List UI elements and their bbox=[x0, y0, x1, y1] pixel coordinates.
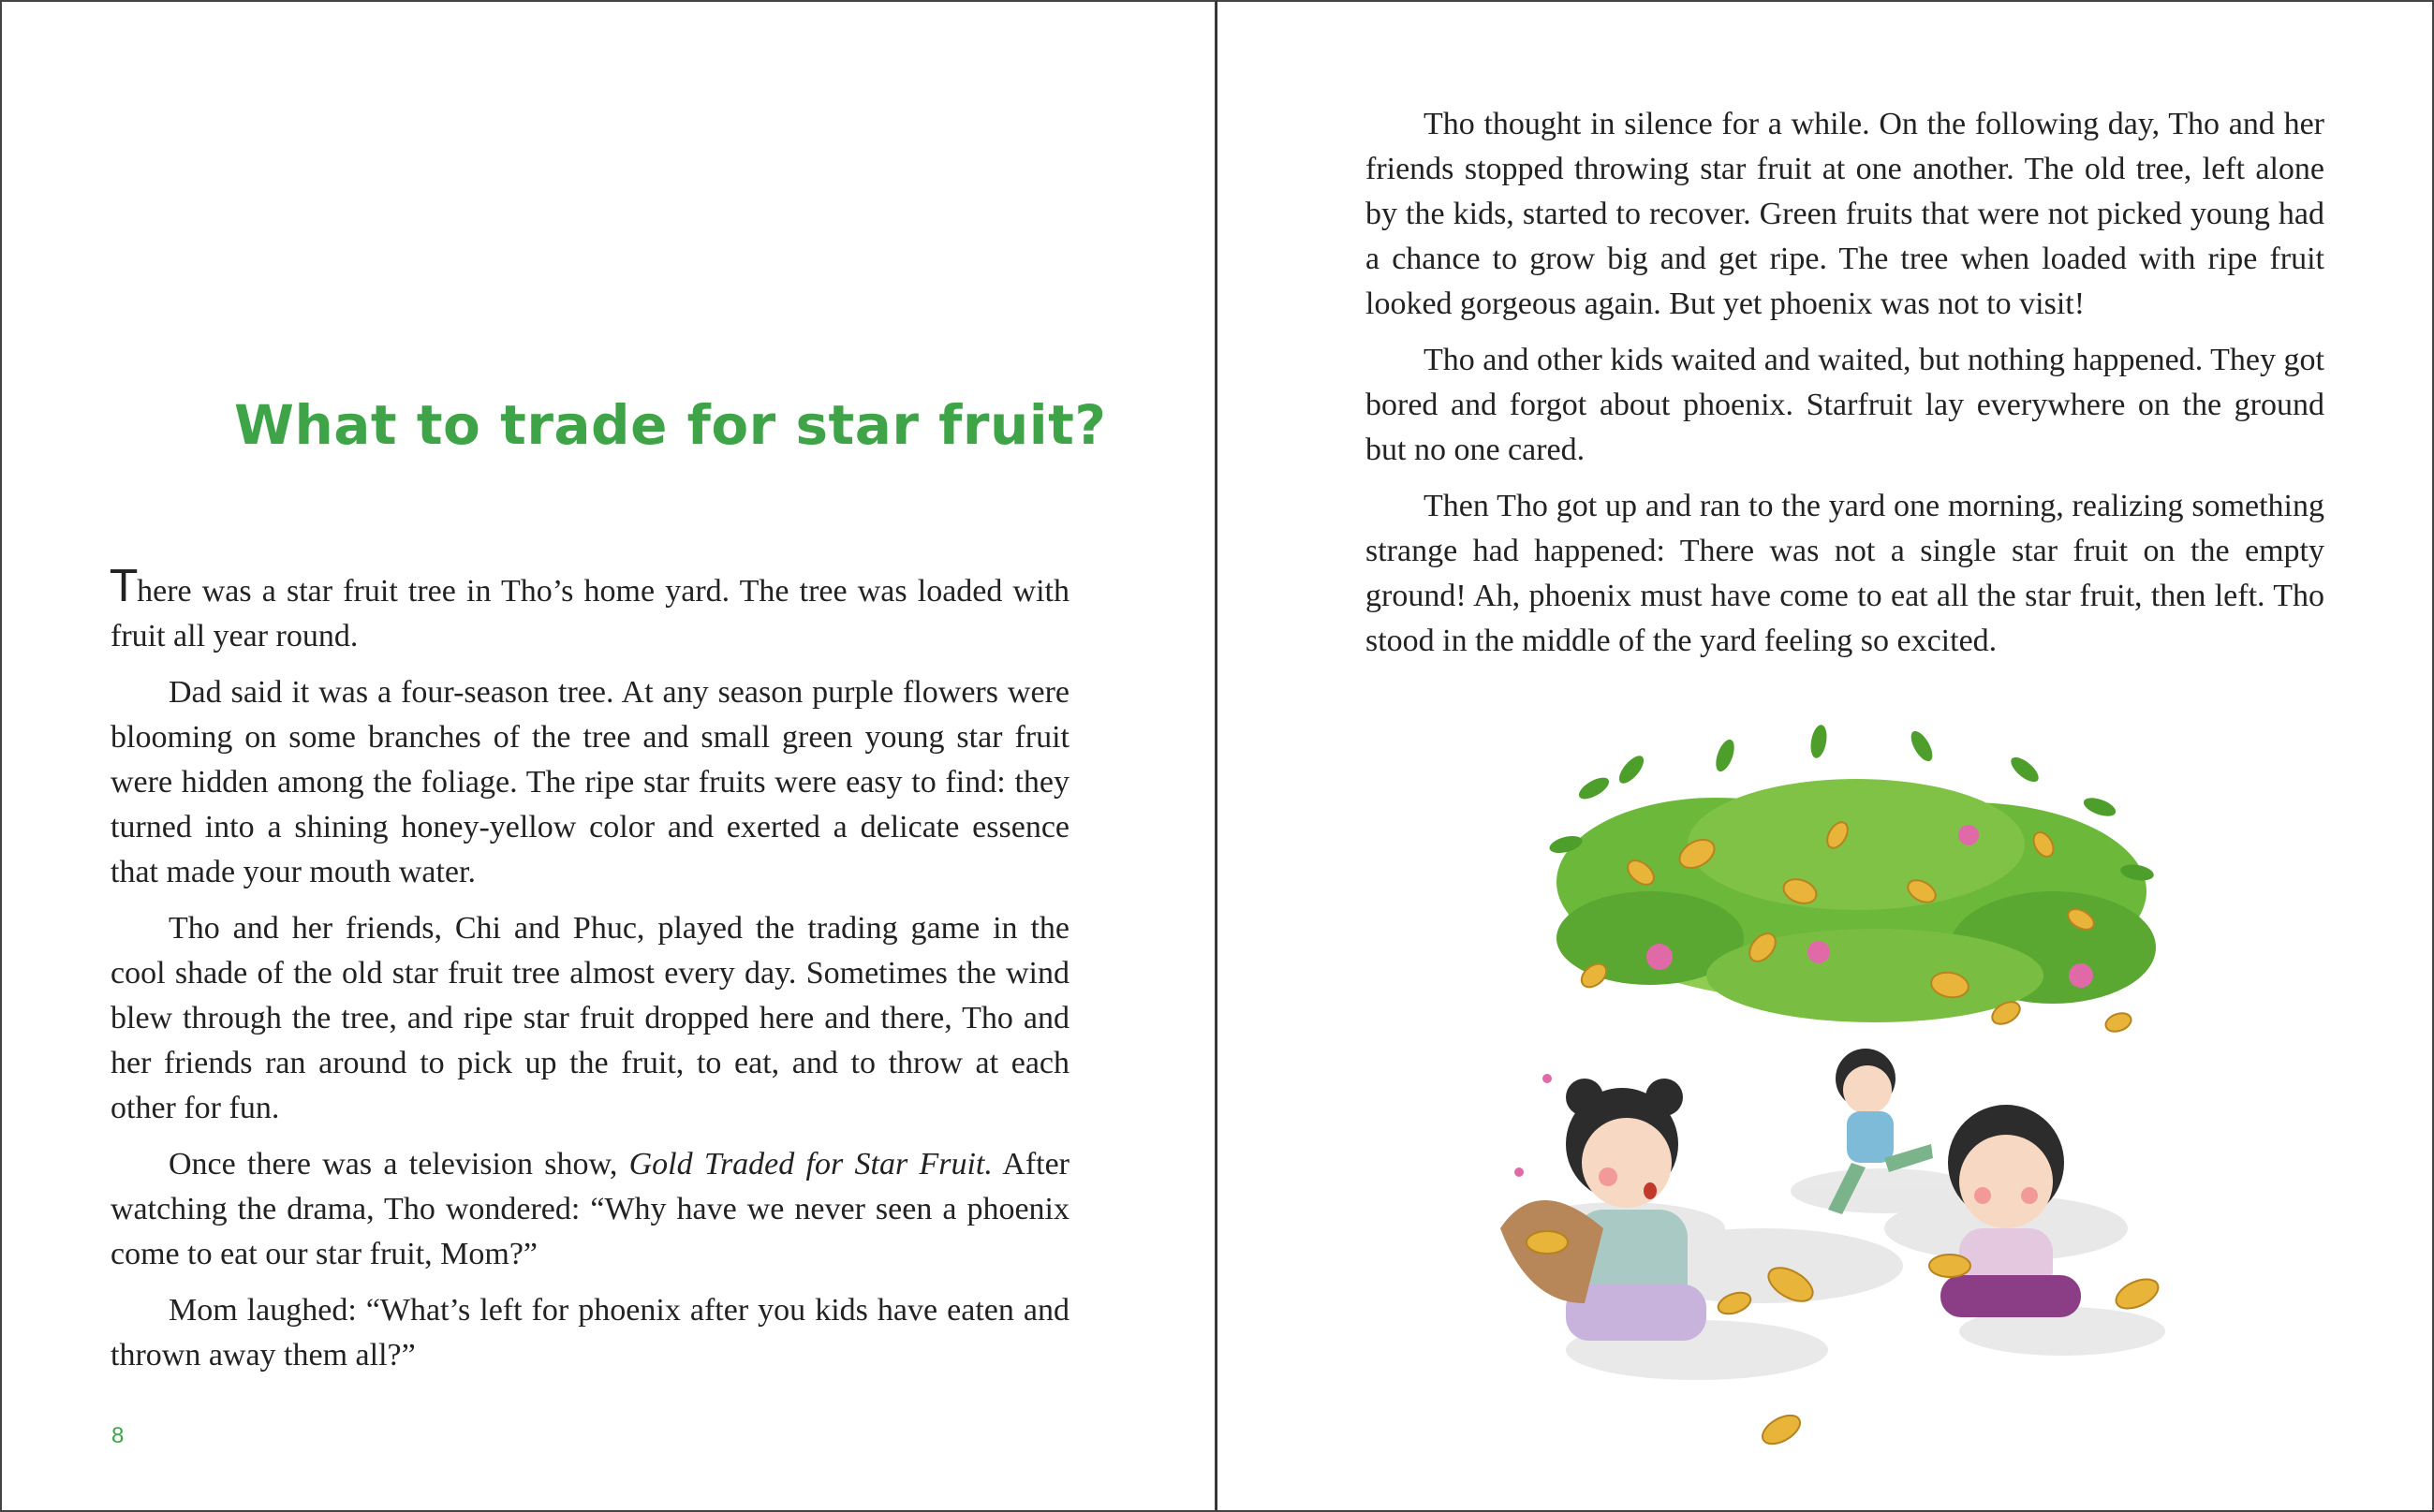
paragraph-1 bbox=[111, 561, 1069, 659]
paragraph-1-text: here was a star fruit tree in Tho’s home yard. The tree was loaded with fruit all year round. bbox=[111, 574, 1069, 653]
paragraph-4 bbox=[111, 1142, 1069, 1277]
paragraph-5: Mom laughed: “What’s left for phoenix after you kids have eaten and thrown away them all?” bbox=[111, 1293, 1069, 1373]
chapter-title: What to trade for star fruit? bbox=[234, 393, 1107, 457]
paragraph-2: Dad said it was a four-season tree. At any season purple flowers were blooming on some branches of the tree and small green young star fruit were hidden among the foliage. The ripe star fruits were easy to find: they turned into a shining honey-yellow color and exerted a delicate essence that made your mouth water. bbox=[111, 675, 1069, 889]
right-page-body bbox=[1365, 102, 2324, 675]
page-number: 8 bbox=[111, 1423, 125, 1448]
paragraph-4-end: After watching the drama, Tho wondered: “Why have we never seen a phoenix come to eat our star fruit, Mom?” bbox=[111, 1147, 1069, 1271]
right-page bbox=[1216, 0, 2434, 1512]
left-page bbox=[0, 0, 1216, 1512]
paragraph-3: Tho and her friends, Chi and Phuc, played the trading game in the cool shade of the old star fruit tree almost every day. Sometimes the wind blew through the tree, and ripe star fruit dropped here and there, Tho and her friends ran around to pick up the fruit, to eat, and to throw at each other for fun. bbox=[111, 911, 1069, 1125]
tree-foliage bbox=[1556, 779, 2156, 1022]
right-paragraph-2: Tho and other kids waited and waited, but nothing happened. They got bored and forgot about phoenix. Starfruit lay everywhere on the ground but no one cared. bbox=[1365, 343, 2324, 467]
drop-cap: T bbox=[111, 561, 138, 611]
paragraph-4-start: Once there was a television show, bbox=[169, 1147, 629, 1182]
right-paragraph-3: Then Tho got up and ran to the yard one morning, realizing something strange had happened: There was not a single star fruit on the empty ground! Ah, phoenix must have come to eat all the star fruit, then left. Tho stood in the middle of the yard feeling so excited. bbox=[1365, 489, 2324, 658]
right-paragraph-1: Tho thought in silence for a while. On the following day, Tho and her friends stopped throwing star fruit at one another. The old tree, left alone by the kids, started to recover. Green fruits that were not picked young had a chance to grow big and get ripe. The tree when loaded with ripe fruit looked gorgeous again. But yet phoenix was not to visit! bbox=[1365, 107, 2324, 321]
star-fruit-tree-illustration bbox=[1482, 704, 2212, 1462]
left-page-body bbox=[111, 561, 1069, 1389]
show-title: Gold Traded for Star Fruit. bbox=[628, 1147, 993, 1182]
